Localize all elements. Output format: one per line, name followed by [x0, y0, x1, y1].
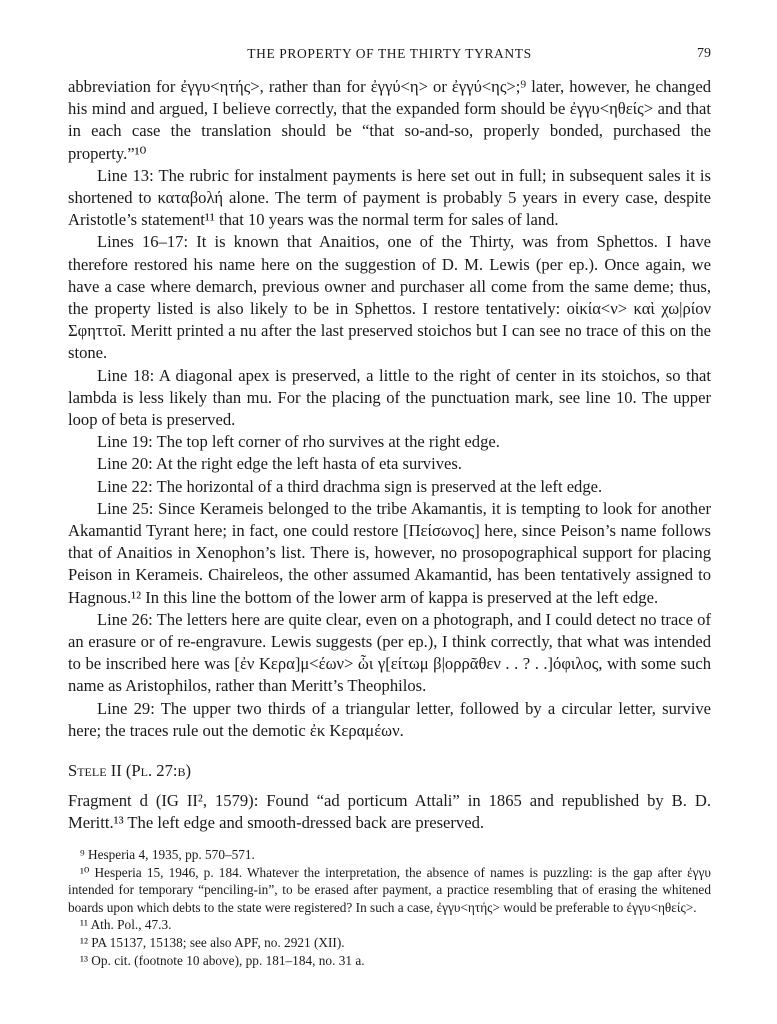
- footnote-12: ¹² PA 15137, 15138; see also APF, no. 2921 (XII).: [80, 934, 345, 950]
- paragraph-line-25: Line 25: Since Kerameis belonged to the tribe Akamantis, it is tempting to look for another Akamantid Tyrant here; in fact, one could restore [Πείσωνος] here, since Peison’s name follows that of Anaitios in Xenophon’s list. There is, however, no prosopographical support for placing Peison in Kerameis. Chaireleos, the other assumed Akamantid, has been tentatively assigned to Hagnous.¹² In this line the bottom of the lower arm of kappa is preserved at the left edge.: [68, 498, 711, 607]
- paragraph-line-22: Line 22: The horizontal of a third drachma sign is preserved at the left edge.: [97, 476, 603, 496]
- paragraph-line-18: Line 18: A diagonal apex is preserved, a little to the right of center in its stoichos, so that lambda is less likely than mu. For the placing of the punctuation mark, see line 10. The upper loop of beta is preserved.: [68, 365, 711, 430]
- paragraph-line-20: Line 20: At the right edge the left hasta of eta survives.: [97, 454, 462, 474]
- running-header: [68, 46, 711, 66]
- paragraph-line-19: Line 19: The top left corner of rho survives at the right edge.: [97, 432, 500, 452]
- footnote-9: ⁹ Hesperia 4, 1935, pp. 570–571.: [80, 847, 255, 862]
- footnote-13: ¹³ Op. cit. (footnote 10 above), pp. 181–184, no. 31 a.: [80, 952, 365, 968]
- running-title: THE PROPERTY OF THE THIRTY TYRANTS: [247, 46, 532, 61]
- footnotes: [68, 846, 711, 969]
- footnote-11: ¹¹ Ath. Pol., 47.3.: [80, 917, 172, 933]
- footnote-10: ¹⁰ Hesperia 15, 1946, p. 184. Whatever the interpretation, the absence of names is puzzling: is the gap after ἐγγυ intended for temporary “penciling-in”, to be erased after payment, a practice resembling that of erasing the whitened boards upon which debts to the state were registered? In such a case, ἐγγυ<ητής> would be preferable to ἐγγυ<ηθείς>.: [68, 864, 711, 915]
- section-heading: [68, 760, 711, 782]
- fragment-description: [68, 790, 711, 834]
- paragraph-line-29: Line 29: The upper two thirds of a triangular letter, followed by a circular letter, survive here; the traces rule out the demotic ἐκ Κεραμέων.: [68, 698, 711, 740]
- paragraph-abbreviation: abbreviation for ἐγγυ<ητής>, rather than for ἐγγύ<η> or ἐγγύ<ης>;⁹ later, however, he changed his mind and argued, I believe correctly, that the expanded form should be ἐγγυ<ηθείς> and that in each case the translation should be “that so-and-so, properly bonded, purchased the property.”¹⁰: [68, 77, 711, 163]
- fragment-paragraph: Fragment d (IG II², 1579): Found “ad porticum Attali” in 1865 and republished by B. D. Meritt.¹³ The left edge and smooth-dressed back are preserved.: [68, 791, 711, 833]
- commentary-body: [68, 76, 711, 742]
- paragraph-line-26: Line 26: The letters here are quite clear, even on a photograph, and I could detect no trace of an erasure or of re-engravure. Lewis suggests (per ep.), I think correctly, that what was intended to be inscribed here was [ἐν Κερα]μ<έων> ὧι γ[είτωμ β|ορρᾶθεν . . ? . .]όφιλος, with some such name as Aristophilos, rather than Meritt’s Theophilos.: [68, 609, 711, 696]
- paragraph-line-13: Line 13: The rubric for instalment payments is here set out in full; in subsequent sales it is shortened to καταβολή alone. The term of payment is probably 5 years in every case, despite Aristotle’s statement¹¹ that 10 years was the normal term for sales of land.: [68, 165, 711, 230]
- paragraph-lines-16-17: Lines 16–17: It is known that Anaitios, one of the Thirty, was from Sphettos. I have therefore restored his name here on the suggestion of D. M. Lewis (per ep.). Once again, we have a case where demarch, previous owner and purchaser all come from the same deme; thus, the property listed is also likely to be in Sphettos. I restore tentatively: οἰκία<ν> καὶ χω|ρίον Σφηττοῖ. Meritt printed a nu after the last preserved stoichos but I can see no trace of this on the stone.: [68, 232, 711, 363]
- stele-heading: Stele II (Pl. 27:b): [68, 761, 192, 780]
- page-number: 79: [697, 46, 711, 61]
